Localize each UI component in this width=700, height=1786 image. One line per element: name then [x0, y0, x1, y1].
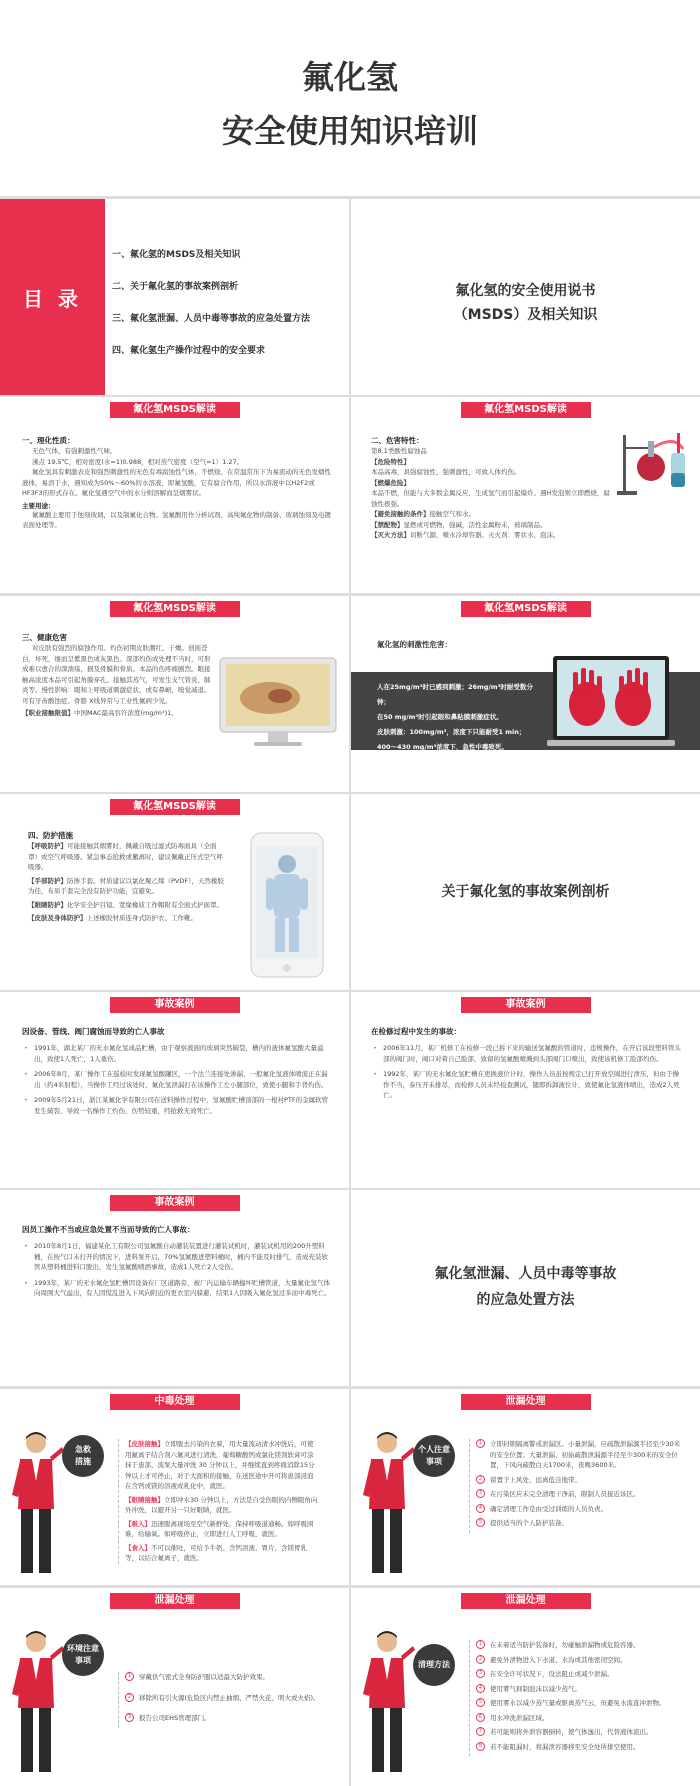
msds-tag: 氟化氢MSDS解读: [110, 402, 240, 418]
case-item: • 2006年8月，某厂操作工在巡检时发现氟氢酸罐区，一个法兰连接处渗漏，一般氟化氢液体喷流正在漏出（约4米射程），当操作工经过该处时，氟化氢泄漏打在该操作工左小腿部位，致使小腿和手背灼伤。: [22, 1069, 332, 1090]
protection-text: 可能接触其烟雾时，佩戴自吸过滤式防毒面具（全面罩）或空气呼吸器。紧急事态抢救或撤离时，建议佩戴正压式空气呼吸器。: [28, 842, 223, 871]
protection-text: 上述橡胶材质连身式防护衣、工作靴。: [86, 914, 197, 922]
irritation-line: 在50 mg/m³时引起眼和鼻粘膜刺激症状。: [377, 713, 503, 721]
case2-slide: [351, 992, 700, 1188]
hazard-text: 第8.1类酸性腐蚀品: [371, 447, 427, 455]
badge-text: 急救: [75, 1445, 91, 1454]
precaution-item: 5 提供适当的个人防护装备。: [476, 1518, 685, 1529]
section2-title: 关于氟化氢的事故案例剖析: [441, 884, 610, 900]
case-item: • 1991年，湖北某厂的无水氟化氢成品贮槽，由于观察液面的玻璃突然破裂，槽内的液体氟氢酸大量溢出，致使1人死亡，1人重伤。: [22, 1043, 332, 1064]
cleanup-list: [476, 1640, 685, 1752]
cover-title-line2: 安全使用知识培训: [221, 112, 478, 150]
phone-protective-suit-image: [250, 832, 324, 978]
environment-item: 3 报告公司EHS管理部门。: [125, 1713, 334, 1724]
msds-tag: 氟化氢MSDS解读: [461, 402, 591, 418]
hazard-text: 切断气源，喷水冷却容器。灭火剂：雾状水、泡沫。: [410, 531, 560, 539]
physical-text: 氟化氢具有刺激表皮和强烈刺激性的无色有毒腐蚀性气体，不燃烧。在常温常压下为易流动的无色发烟性液体，易溶于水，遇知成为50%～60%的水溶液，即氟氢酸，它有腐合作用，所以水溶液中以H2F2或HF3F3的形式存在。氟化氢遇空气中的水分则溶解而呈烟雾状。: [22, 468, 331, 497]
msds-tag: 氟化氢MSDS解读: [110, 799, 240, 815]
case-tag: 事故案例: [110, 997, 240, 1013]
health-slide: [0, 596, 349, 792]
presenter-figure-icon: [359, 1429, 415, 1579]
msds-tag: 氟化氢MSDS解读: [461, 601, 591, 617]
hazard-heading: 二、危害特性：: [371, 436, 424, 445]
hazard-key: 【避免接触的条件】: [371, 510, 430, 518]
hazard-key: 【灭火方法】: [371, 531, 410, 539]
physical-text: 沸点 19.5℃，相对密度(水=1)0.988，相对蒸气密度（空气=1）1.27。: [32, 457, 244, 466]
poisoning-tag: 中毒处理: [110, 1394, 240, 1410]
first-aid-key: 【食入】: [125, 1543, 151, 1552]
hazard-text: 本品高毒，具强腐蚀性，强刺激性，可致人体灼伤。: [371, 468, 521, 476]
protection-heading: 四、防护措施: [28, 831, 73, 840]
protection-text: 化学安全护目镜、宽缘橡质工作帽附有全面式护面罩。: [67, 900, 223, 909]
environment-badge: [62, 1634, 104, 1676]
irritation-slide: [351, 596, 700, 792]
health-content: [22, 632, 212, 719]
cleanup-item: 1 在未着适当防护装备时，勿碰触泄漏物或危险容器。: [476, 1640, 685, 1651]
cleanup-item: 5 使用雾水以减少蒸气量或驱离蒸气云，但避免水流直冲泄物。: [476, 1698, 685, 1709]
badge-text: 事项: [75, 1656, 91, 1665]
presenter-figure-icon: [8, 1429, 64, 1579]
badge-text: 环境注意: [67, 1644, 99, 1653]
protection-key: 【皮肤及身体防护】: [28, 914, 87, 922]
hazard-key: 【危险特性】: [371, 457, 410, 466]
first-aid-key: 【吸入】: [125, 1519, 151, 1528]
environment-item: 1 穿戴供气密式全身防护服以适最大防护效果。: [125, 1672, 334, 1683]
badge-text: 个人注意: [418, 1445, 450, 1454]
case3-content: [22, 1224, 332, 1304]
badge-text: 清理方法: [418, 1660, 450, 1669]
irritation-title: 氟化氢的刺激性危害：: [377, 640, 452, 649]
protection-text: 防渗手套。材质建议以氯化聚乙烯（PVDF），天然橡胶为佳，布质手套完全没有防护功能，宜避免。: [28, 876, 224, 895]
irritation-line: 400～430 mg/m³浓度下，急性中毒致死。: [377, 743, 508, 751]
toc-label: 目 录: [23, 286, 82, 311]
usage-text: 氟氟酸主要用于蚀刻玻璃，以及制氟化合物。氢氟酸用作分析试剂、高纯氟化物的制备、玻璃蚀刻及电镀表面处理等。: [22, 510, 331, 529]
badge-text: 事项: [426, 1457, 442, 1466]
first-aid-key: 【眼睛接触】: [125, 1495, 164, 1504]
cleanup-item: 6 用水冲洗泄漏区域。: [476, 1713, 685, 1724]
case-tag: 事故案例: [110, 1195, 240, 1211]
case1-heading: 因设备、管线、阀门腐蚀而导致的亡人事故: [22, 1027, 165, 1036]
leak-tag: 泄漏处理: [461, 1593, 591, 1609]
health-limit-key: 【职业接触限值】: [22, 709, 74, 717]
case1-list: [22, 1043, 332, 1116]
protection-key: 【眼睛防护】: [28, 900, 67, 909]
case2-list: [371, 1043, 683, 1101]
section3-title-line2: 的应急处置方法: [476, 1292, 575, 1308]
irritation-line: 皮肤刺激：100mg/m³，浓度下只能耐受1 min；: [377, 728, 526, 736]
leak-personal-slide: [351, 1389, 700, 1585]
case-tag: 事故案例: [461, 997, 591, 1013]
case-item: • 2010年8月1日，福建某化工有限公司氢氟酸自动灌装装置进行灌装试机时，灌装试机用的200升塑料桶，在按气口未打开的情况下，进料泵开启，70%氢氟酸进塑料桶时，桶内不能及时排气，造成充装软管从塑料桶进料口脱出，发生氢氟酸喷洒事故，造成1人死亡2人受伤。: [22, 1241, 332, 1273]
hazard-key: 【燃爆危险】: [371, 478, 410, 487]
protection-key: 【呼吸防护】: [28, 842, 67, 850]
irritation-line: 人在25mg/m³时已感到刺激；26mg/m³时耐受数分钟；: [377, 683, 533, 706]
environment-content: [118, 1672, 334, 1728]
presenter-figure-icon: [8, 1628, 64, 1778]
first-aid-key: 【皮肤接触】: [125, 1440, 164, 1448]
case3-list: [22, 1241, 332, 1299]
leak-environment-slide: [0, 1588, 349, 1786]
usage-heading: 主要用途：: [22, 501, 55, 510]
section2-slide: [351, 794, 700, 990]
toc-slide: [0, 199, 349, 395]
first-aid-content: [118, 1439, 318, 1564]
msds-hazard-slide: [351, 397, 700, 593]
cleanup-content: [469, 1640, 685, 1756]
irritation-list: [377, 680, 537, 755]
leak-tag: 泄漏处理: [461, 1394, 591, 1410]
leak-tag: 泄漏处理: [110, 1593, 240, 1609]
toc-item[interactable]: 一、氟化氢的MSDS及相关知识: [112, 250, 241, 260]
protection-key: 【手部防护】: [28, 876, 67, 885]
section1-title-line1: 氟化氢的安全使用说书: [455, 283, 596, 299]
health-limit-value: 中国MAC最高容许浓度(mg/m³)1。: [74, 709, 178, 717]
hazard-text: 显燃或可燃物，强碱，活性金属粉末，玻璃制品。: [403, 520, 547, 529]
first-aid-text: 不可以催吐，可给予牛奶、含钙溶液、胃片、含镁胃乳等，以结合氟离子，就医。: [125, 1543, 307, 1562]
section1-title-line2: （MSDS）及相关知识: [453, 307, 598, 323]
cover-slide: [0, 0, 700, 196]
health-text: 对皮肤有强烈的腐蚀作用。灼伤初期皮肤潮红、干燥。创面苍白，坏死，继而呈紫黑色或灰黑色。深部灼伤或处理不当时，可形成难以愈合的深溃疡，损及骨膜和骨质。本品的伤疼痛剧烈。眼接触高浓度本品可引起角膜穿孔。接触其蒸气，可发生支气管炎、肺炎等。慢性影响：眼和上呼吸道刺激症状，或有鼻衄，嗅觉减退。可有牙齿酸蚀症。骨骼 X线异常与工业性氟病少见。: [22, 644, 211, 705]
cleanup-item: 7 若可能则将外泄容器倒转，使气体逸出，代替液体流出。: [476, 1727, 685, 1738]
toc-sidebar: [0, 199, 105, 395]
section1-slide: [351, 199, 700, 395]
cleanup-item: 3 在安全许可状况下，设法阻止或减少泄漏。: [476, 1669, 685, 1680]
personal-precaution-content: [469, 1439, 685, 1533]
cleanup-item: 2 避免外泄物进入下水道、水沟或其他密闭空间。: [476, 1655, 685, 1666]
health-heading: 三、健康危害: [22, 633, 67, 642]
case2-heading: 在检修过程中发生的事故：: [371, 1027, 461, 1036]
cleanup-badge: [413, 1644, 455, 1686]
presenter-figure-icon: [359, 1628, 415, 1778]
hazard-key: 【禁配物】: [371, 520, 404, 529]
case3-heading: 因员工操作不当或应急处置不当而导致的亡人事故：: [22, 1225, 195, 1234]
environment-item: 2 移除所有引火源(危险区内禁止抽烟、严禁火花、明火或火焰)。: [125, 1693, 334, 1704]
case-item: • 2009年5月21日，浙江某氟化学有限公司在送料操作过程中，氢氟酸贮槽顶部的一根衬PTF的金属软管发生破裂，导致一名操作工灼伤，伤势较重，经抢救无效死亡。: [22, 1095, 332, 1116]
first-aid-text: 立即冲水30 分钟以上，方法是自受伤眼的内侧眼角向外冲洗，以避开另一只好眼睛，就医。: [125, 1495, 318, 1514]
personal-precaution-list: [476, 1439, 685, 1529]
first-aid-badge: [62, 1435, 104, 1477]
case-item: • 2006年11月，某厂机修工在检修一段已拆下来的输送氢氟酸的管道时，违规操作，在开启该段塑料管头部的阀门时，阀口对着自己脸部，致留的氢氟酸喷溅到头部阀门口喷出，致使该机修工脸部灼伤。: [371, 1043, 683, 1064]
physical-content: [22, 435, 332, 531]
lab-flask-icon: [613, 425, 695, 497]
case3-slide: [0, 1190, 349, 1386]
toc-item[interactable]: 三、氟化氢泄漏、人员中毒等事故的应急处置方法: [112, 314, 311, 324]
cleanup-item: 8 若不能阻漏时，将漏泄容器移至安全处所排空使用。: [476, 1742, 685, 1753]
protection-content: [28, 830, 226, 924]
case1-slide: [0, 992, 349, 1188]
case-item: • 1993年，某厂的无水氟化氢贮槽因设备在厂区道路旁，被厂内运输车辆撞坏贮槽管道，大量氟化氢气体向周围大气溢出，有人因慌乱进入下风向附近的更衣室内躲避，结果1人因吸入氟化氢过多而中毒死亡。: [22, 1278, 332, 1299]
environment-list: [125, 1672, 334, 1724]
toc-item[interactable]: 二、关于氟化氢的事故案例剖析: [112, 282, 239, 292]
cleanup-item: 4 使用雾气抑制泡沫以减少蒸气。: [476, 1684, 685, 1695]
poisoning-slide: [0, 1389, 349, 1585]
msds-tag: 氟化氢MSDS解读: [110, 601, 240, 617]
cover-title-line1: 氟化氢: [301, 58, 398, 96]
monitor-hand-image: [218, 656, 338, 756]
personal-precaution-badge: [413, 1435, 455, 1477]
section3-slide: [351, 1190, 700, 1386]
hazard-text: 接触空气和水。: [429, 510, 475, 518]
hazard-content: [371, 435, 611, 541]
precaution-item: 3 在污染区应未完全清理干净前，限制人员接近该区。: [476, 1489, 685, 1500]
section3-title-line1: 氟化氢泄漏、人员中毒等事故: [434, 1266, 617, 1282]
case-item: • 1992年，某厂的无水氟化氢贮槽在更换液位计时，操作人员虽按规定已打开放空阀进行泄压，但由于操作不当，泰压开未排尽，而检修人员未经检查测试，随即拆卸液位计，致使氟化氢液体喷出，造成2人死亡。: [371, 1069, 683, 1101]
precaution-item: 1 立即封锁隔离警戒泄漏区。小量泄漏，应疏散泄漏源半径至少30米的安全位置；大量泄漏、初始疏散泄漏源半径至少300米的安全位置，下风向疏散白天1700米，夜晚3600米。: [476, 1439, 685, 1471]
physical-text: 无色气体，有强刺激性气味。: [32, 447, 117, 455]
badge-text: 措施: [75, 1457, 91, 1466]
first-aid-text: 立即脱去污染的衣着，用大量流动清水冲洗后，可使用氟离子结合剂六氟灵进行清洗，葡萄糖酸钙或氯化镁剂软膏可涂抹于患部，流泵大量冲洗 30 分钟以上，并继续直到疼痛消除15分钟以上才可停止，对于大面积的接触，在送医途中开可将患部浸泡在含钙或镁的溶液或乳化中，就医。: [125, 1440, 315, 1490]
physical-heading: 一、理化性质：: [22, 436, 75, 445]
toc-list: [112, 247, 344, 356]
hazard-text: 本品不燃，但能与大多数金属反应，生成氢气而引起爆炸。遇H发泡则立即燃烧，腐蚀性极强。: [371, 489, 610, 508]
precaution-item: 2 留置于上风处，远离低洼地带。: [476, 1475, 685, 1486]
leak-cleanup-slide: [351, 1588, 700, 1786]
case2-content: [371, 1026, 683, 1106]
protection-slide: [0, 794, 349, 990]
laptop-burned-hands-image: [547, 654, 675, 752]
precaution-item: 4 确定清理工作是由受过训练的人员负责。: [476, 1504, 685, 1515]
toc-item[interactable]: 四、氟化氢生产操作过程中的安全要求: [112, 346, 266, 356]
case1-content: [22, 1026, 332, 1121]
first-aid-text: 迅速脱离现场至空气新鲜处，保持呼吸道通畅。如呼吸困难，给输氧。如呼吸停止，立即进行人工呼吸，就医。: [125, 1519, 314, 1538]
msds-physical-slide: [0, 397, 349, 593]
